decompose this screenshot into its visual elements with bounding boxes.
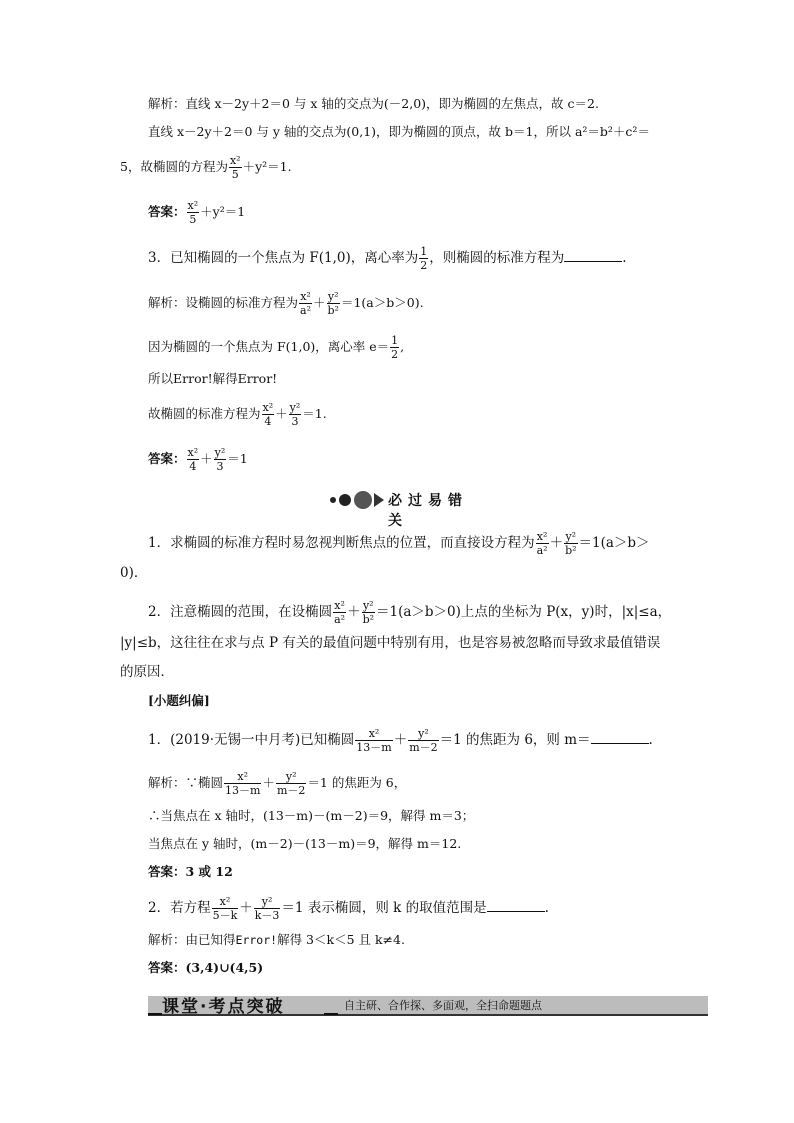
fraction-x2-over-a2: $\frac{\text{x²}}{\text{a²}}$ (536, 530, 548, 557)
fraction-y2-over-3: $\frac{\text{y²}}{3}$ (214, 446, 226, 473)
practice-2-answer: 答案：(3,4)∪(4,5) (148, 960, 264, 975)
fraction-x2-over-13-minus-m: $\frac{\text{x²}}{13-m}$ (225, 770, 261, 797)
practice-2: 2．若方程 $\frac{\text{x²}}{5-k}$ ＋ $\frac{\text{y²}}{k-3}$ ＝1 表示椭圆，则 k 的取值范围是 . (148, 895, 549, 922)
fraction-x2-over-5: $\frac{\text{x²}}{5}$ (187, 199, 199, 226)
answer-blank (591, 731, 649, 744)
practice-1-case-x: ∴当焦点在 x 轴时，(13－m)－(m－2)＝9，解得 m＝3； (148, 808, 475, 823)
answer-blank (487, 899, 545, 912)
pitfall-2-end: 的原因． (120, 664, 174, 680)
practice-1-answer: 答案：3 或 12 (148, 864, 233, 879)
solution-line-2: 直线 x－2y＋2＝0 与 y 轴的交点为(0,1)，即为椭圆的顶点，故 b＝1，所以 a²＝b²＋c²＝ (148, 124, 650, 139)
fraction-y2-over-b2: $\frac{\text{y²}}{\text{b²}}$ (362, 599, 375, 626)
divider-dot-small (330, 497, 336, 503)
fraction-y2-over-m-minus-2: $\frac{\text{y²}}{m-2}$ (409, 727, 438, 754)
pitfall-1-cont: 0)． (120, 565, 148, 581)
answer-line-2: 答案： $\frac{\text{x²}}{4}$ ＋ $\frac{\text{y²}}{3}$ ＝1 (148, 446, 248, 473)
fraction-x2-over-a2: $\frac{\text{x²}}{\text{a²}}$ (334, 599, 346, 626)
fraction-y2-over-k-minus-3: $\frac{\text{y²}}{k-3}$ (254, 895, 280, 922)
solution-line-1: 解析：直线 x－2y＋2＝0 与 x 轴的交点为(－2,0)，即为椭圆的左焦点，故 c＝2. (148, 96, 599, 111)
fraction-x2-over-5-minus-k: $\frac{\text{x²}}{5-k}$ (212, 895, 238, 922)
triangle-marker-icon (374, 493, 384, 507)
section-banner (148, 996, 708, 1016)
banner-right-bracket (324, 1006, 338, 1015)
answer-line-1: 答案： $\frac{\text{x²}}{5}$ ＋y²＝1 (148, 199, 246, 226)
solution-line-6: 所以Error!解得Error! (148, 371, 278, 386)
practice-1-case-y: 当焦点在 y 轴时，(m－2)－(13－m)＝9，解得 m＝12. (148, 836, 462, 851)
fraction-y2-over-b2: $\frac{\text{y²}}{\text{b²}}$ (327, 290, 339, 317)
fraction-1-over-2: $\frac{1}{2}$ (391, 334, 399, 361)
divider-dot-large (354, 491, 372, 509)
fraction-y2-over-b2: $\frac{\text{y²}}{\text{b²}}$ (565, 530, 577, 557)
pitfall-1: 1．求椭圆的标准方程时易忽视判断焦点的位置，而直接设方程为 $\frac{\text{x²}}{\text{a²}}$ ＋ $\frac{\text{y²}}{\text{b²}}$ ＝1(a＞b＞ (148, 530, 650, 557)
fraction-1-over-2: $\frac{1}{2}$ (420, 245, 428, 272)
fraction-x2-over-a2: $\frac{\text{x²}}{\text{a²}}$ (300, 290, 311, 317)
solution-line-5: 因为椭圆的一个焦点为 F(1,0)，离心率 e＝ $\frac{1}{2}$ , (148, 334, 405, 361)
divider-label: 必过易错关 (388, 493, 468, 529)
fraction-x2-over-4: $\frac{\text{x²}}{4}$ (187, 446, 199, 473)
practice-1-solution: 解析：∵椭圆 $\frac{\text{x²}}{13-m}$ ＋ $\frac{\text{y²}}{m-2}$ ＝1 的焦距为 6， (148, 770, 407, 797)
fraction-x2-over-13-minus-m: $\frac{\text{x²}}{13-m}$ (356, 727, 392, 754)
fraction-y2-over-m-minus-2: $\frac{\text{y²}}{m-2}$ (276, 770, 306, 797)
section-heading-corrections: [小题纠偏] (148, 693, 210, 708)
pitfall-2: 2．注意椭圆的范围，在设椭圆 $\frac{\text{x²}}{\text{a²}}$ ＋ $\frac{\text{y²}}{\text{b²}}$ ＝1(a＞b＞0)上点的坐标为 P(x，y)时，|x|≤a， (148, 599, 672, 626)
answer-blank (564, 249, 622, 262)
fraction-x2-over-5: $\frac{\text{x²}}{5}$ (229, 154, 241, 181)
practice-2-solution: 解析：由已知得Error!解得 3＜k＜5 且 k≠4. (148, 932, 405, 947)
fraction-y2-over-3: $\frac{\text{y²}}{3}$ (289, 401, 301, 428)
banner-subtitle: 自主研、合作探、多面观，全扫命题题点 (344, 999, 542, 1012)
solution-line-4: 解析：设椭圆的标准方程为 $\frac{\text{x²}}{\text{a²}}$ ＋ $\frac{\text{y²}}{\text{b²}}$ ＝1(a＞b＞0). (148, 290, 424, 317)
solution-line-3: 5，故椭圆的方程为 $\frac{\text{x²}}{5}$ ＋y²＝1. (120, 154, 292, 181)
question-3: 3．已知椭圆的一个焦点为 F(1,0)，离心率为 $\frac{1}{2}$ ，则椭圆的标准方程为 . (148, 245, 627, 272)
banner-title: 课堂·考点突破 (162, 997, 285, 1017)
solution-line-7: 故椭圆的标准方程为 $\frac{\text{x²}}{4}$ ＋ $\frac{\text{y²}}{3}$ ＝1. (148, 401, 327, 428)
divider-dot-medium (339, 494, 351, 506)
practice-1: 1．(2019·无锡一中月考)已知椭圆 $\frac{\text{x²}}{13-m}$ ＋ $\frac{\text{y²}}{m-2}$ ＝1 的焦距为 6，则 m＝ . (148, 727, 653, 754)
pitfall-2-cont: |y|≤b，这往往在求与点 P 有关的最值问题中特别有用，也是容易被忽略而导致求最值错误 (120, 635, 661, 651)
banner-left-bracket (148, 1006, 162, 1015)
section-divider (330, 489, 480, 529)
fraction-x2-over-4: $\frac{\text{x²}}{4}$ (262, 401, 274, 428)
